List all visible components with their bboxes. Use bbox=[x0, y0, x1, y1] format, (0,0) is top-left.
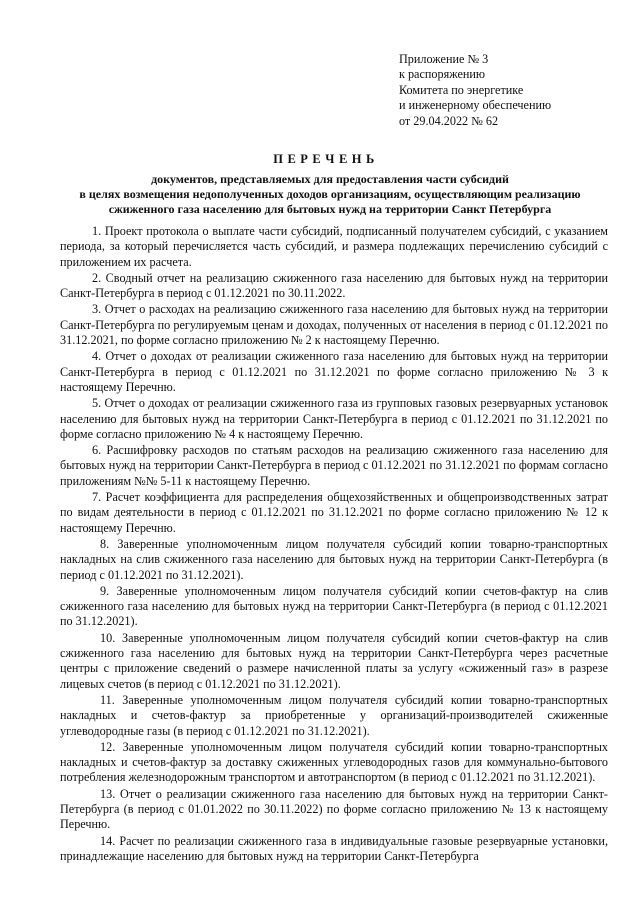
list-item: 6. Расшифровку расходов по статьям расходов на реализацию сжиженного газа населению для бытовых нужд на территории Санкт-Петербурга в период с 01.12.2021 по 31.12.2021 по формам согласно приложениям №№ 5-11 к настоящему Перечню. bbox=[60, 443, 608, 488]
appendix-block bbox=[399, 52, 551, 129]
list-item: 12. Заверенные уполномоченным лицом получателя субсидий копии товарно-транспортных накладных и счетов-фактур за доставку сжиженных углеводородных газов для коммунально-бытового потребления железнодорожным транспортом и автотранспортом (в период с 01.12.2021 по 31.12.2021). bbox=[60, 739, 608, 785]
list-item: 10. Заверенные уполномоченным лицом получателя субсидий копии счетов-фактур на слив сжиженного газа населению для бытовых нужд на территории Санкт-Петербурга через расчетные центры с приложение сведений о размере начисленной платы за услугу «сжиженный газ» в разрезе лицевых счетов (в период с 01.12.2021 по 31.12.2021). bbox=[60, 630, 608, 691]
list-item: 14. Расчет по реализации сжиженного газа в индивидуальные газовые резервуарные установки, принадлежащие населению для бытовых нужд на территории Санкт-Петербурга bbox=[60, 833, 608, 863]
list-item: 13. Отчет о реализации сжиженного газа населению для бытовых нужд на территории Санкт-Петербурга (в период с 01.01.2022 по 30.11.2022) по форме согласно приложению № 13 к настоящему Перечню. bbox=[60, 786, 608, 832]
list-item: 5. Отчет о доходах от реализации сжиженного газа из групповых газовых резервуарных установок населению для бытовых нужд на территории Санкт-Петербурга в период с 01.12.2021 по 31.12.2021 по форме согласно приложению № 4 к настоящему Перечню. bbox=[60, 396, 608, 441]
list-item: 9. Заверенные уполномоченным лицом получателя субсидий копии счетов-фактур на слив сжиженного газа населению для бытовых нужд на территории Санкт-Петербурга (в период с 01.12.2021 по 31.12.2021). bbox=[60, 583, 608, 629]
list-item: 2. Сводный отчет на реализацию сжиженного газа населению для бытовых нужд на территории Санкт-Петербурга в период с 01.12.2021 по 30.11.2022. bbox=[60, 270, 608, 301]
list-item: 7. Расчет коэффициента для распределения общехозяйственных и общепроизводственных затрат по видам деятельности в период с 01.12.2021 по 31.12.2021 по форме согласно приложению № 12 к настоящему Перечню. bbox=[60, 490, 608, 535]
subtitle-line: сжиженного газа населению для бытовых нужд на территории Санкт Петербурга bbox=[108, 202, 552, 217]
appendix-line: к распоряжению bbox=[399, 67, 486, 82]
subtitle-line: в целях возмещения недополученных доходов организациям, осуществляющим реализацию bbox=[79, 187, 581, 202]
document-title: ПЕРЕЧЕНЬ bbox=[273, 152, 379, 166]
document-body bbox=[60, 224, 608, 865]
list-item: 8. Заверенные уполномоченным лицом получателя субсидий копии товарно-транспортных накладных на слив сжиженного газа населению для бытовых нужд на территории Санкт-Петербурга (в период с 01.12.2021 по 31.12.2021). bbox=[60, 536, 608, 582]
document-subtitle bbox=[40, 172, 620, 218]
subtitle-line: документов, представляемых для предоставления части субсидий bbox=[151, 172, 509, 186]
appendix-line: от 29.04.2022 № 62 bbox=[399, 113, 499, 128]
appendix-line: Комитета по энергетике bbox=[399, 82, 524, 97]
list-item: 1. Проект протокола о выплате части субсидий, подписанный получателем субсидий, с указанием периода, за который перечисляется часть субсидий, и размера подлежащих перечислению субсидий с приложением их расчета. bbox=[60, 224, 608, 269]
list-item: 3. Отчет о расходах на реализацию сжиженного газа населению для бытовых нужд на территории Санкт-Петербурга по регулируемым ценам и доходах, полученных от населения в период с 01.12.2021 по 31.12.2021, по форме согласно приложению № 2 к настоящему Перечню. bbox=[60, 302, 608, 348]
list-item: 4. Отчет о доходах от реализации сжиженного газа населению для бытовых нужд на территории Санкт-Петербурга в период с 01.12.2021 по 31.12.2021 по форме согласно приложению № 3 к настоящему Перечню. bbox=[60, 349, 608, 394]
appendix-line: и инженерному обеспечению bbox=[399, 98, 552, 113]
list-item: 11. Заверенные уполномоченным лицом получателя субсидий копии товарно-транспортных накладных и счетов-фактур за приобретенные у организаций-производителей сжиженные углеводородные газы (в период с 01.12.2021 по 31.12.2021). bbox=[60, 692, 608, 738]
appendix-line: Приложение № 3 bbox=[399, 52, 489, 66]
